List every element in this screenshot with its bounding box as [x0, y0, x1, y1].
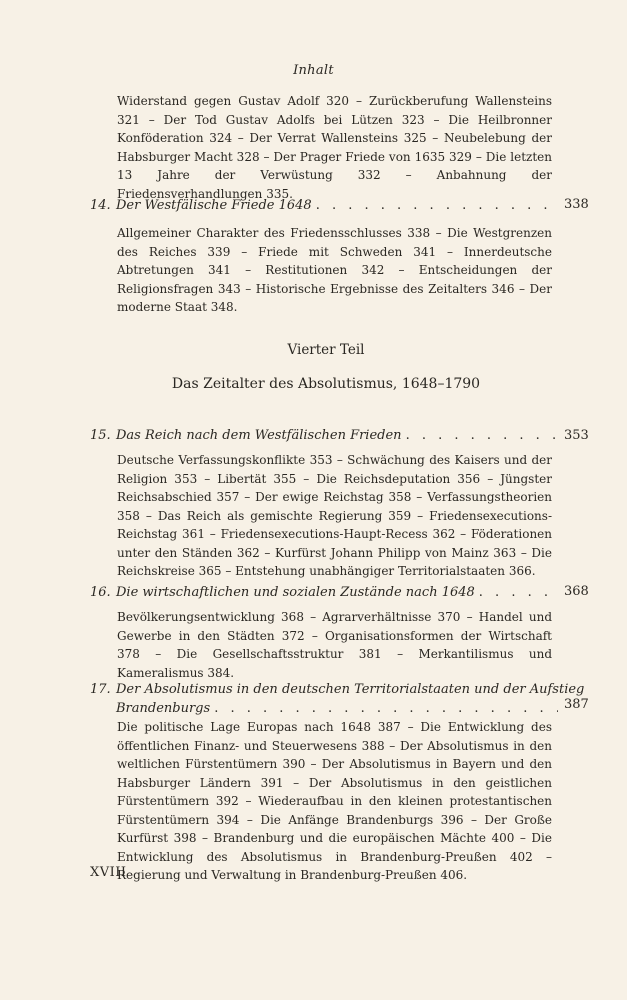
folio: XVIII: [90, 865, 127, 880]
section-title-line2: Brandenburgs: [116, 701, 211, 716]
section-14-page: 338: [564, 197, 589, 212]
section-15-summary: Deutsche Verfassungskonflikte 353 – Schwächung des Kaisers und der Religion 353 – Libertät 355 – Die Reichsdeputation 356 – Jüngster Reichsabschied 357 – Der ewige Reichstag 358 – Verfassungstheorien 358 – Das Reich als gemischte Regierung 359 – Friedensexecutions-Reichstag 361 – Friedensexecutions-Haupt-Recess 362 – Föderationen unter den Ständen 362 – Kurfürst Johann Philipp von Mainz 363 – Die Reichskreise 365 – Entstehung unabhängiger Territorialstaaten 366.: [117, 453, 552, 578]
section-14-heading: [90, 196, 562, 215]
section-15-page: 353: [564, 428, 589, 443]
section-number: 14.: [90, 198, 111, 213]
section-number: 16.: [90, 585, 111, 600]
section-number: 17.: [90, 682, 111, 697]
running-head: Inhalt: [293, 63, 334, 78]
section-14-summary: Allgemeiner Charakter des Friedensschlusses 338 – Die Westgrenzen des Reiches 339 – Friede mit Schweden 341 – Innerdeutsche Abtretungen 341 – Restitutionen 342 – Entscheidungen der Religionsfragen 343 – Historische Ergebnisse des Zeitalters 346 – Der moderne Staat 348.: [117, 226, 552, 314]
section-title: Das Reich nach dem Westfälischen Frieden: [116, 428, 402, 443]
leader-dots: [316, 196, 558, 215]
section-title: Die wirtschaftlichen und sozialen Zustände nach 1648: [116, 585, 475, 600]
section-17-summary: Die politische Lage Europas nach 1648 387 – Die Entwicklung des öffentlichen Finanz- und Steuerwesens 388 – Der Absolutismus in den weltlichen Fürstentümern 390 – Der Absolutismus in Bayern und den Habsburger Ländern 391 – Der Absolutismus in den geistlichen Fürstentümern 392 – Wiederaufbau in den kleinen protestantischen Fürstentümern 394 – Die Anfänge Brandenburgs 396 – Der Große Kurfürst 398 – Brandenburg und die europäischen Mächte 400 – Die Entwicklung des Absolutismus in Brandenburg-Preußen 402 – Regierung und Verwaltung in Brandenburg-Preußen 406.: [117, 720, 552, 882]
part-label: Vierter Teil: [287, 342, 365, 358]
section-16-summary: Bevölkerungsentwicklung 368 – Agrarverhältnisse 370 – Handel und Gewerbe in den Städten 372 – Organisationsformen der Wirtschaft 378 – Die Gesellschaftsstruktur 381 – Merkantilismus und Kameralismus 384.: [117, 610, 552, 680]
section-16-heading: [90, 583, 562, 602]
section-number: 15.: [90, 428, 111, 443]
leader-dots: [214, 699, 558, 718]
section-17-page: 387: [564, 697, 589, 712]
section-15-heading: [90, 426, 562, 445]
intro-paragraph: Widerstand gegen Gustav Adolf 320 – Zurückberufung Wallensteins 321 – Der Tod Gustav Adolfs bei Lützen 323 – Die Heilbronner Konföderation 324 – Der Verrat Wallensteins 325 – Neubelebung der Habsburger Macht 328 – Der Prager Friede von 1635 329 – Die letzten 13 Jahre der Verwüstung 332 – Anbahnung der Friedensverhandlungen 335.: [117, 94, 552, 201]
section-title-line1: Der Absolutismus in den deutschen Territorialstaaten und der Aufstieg: [116, 682, 585, 697]
part-title: Das Zeitalter des Absolutismus, 1648–1790: [171, 376, 481, 392]
leader-dots: [479, 583, 558, 602]
section-title: Der Westfälische Friede 1648: [116, 198, 312, 213]
leader-dots: [406, 426, 558, 445]
section-16-page: 368: [564, 584, 589, 599]
